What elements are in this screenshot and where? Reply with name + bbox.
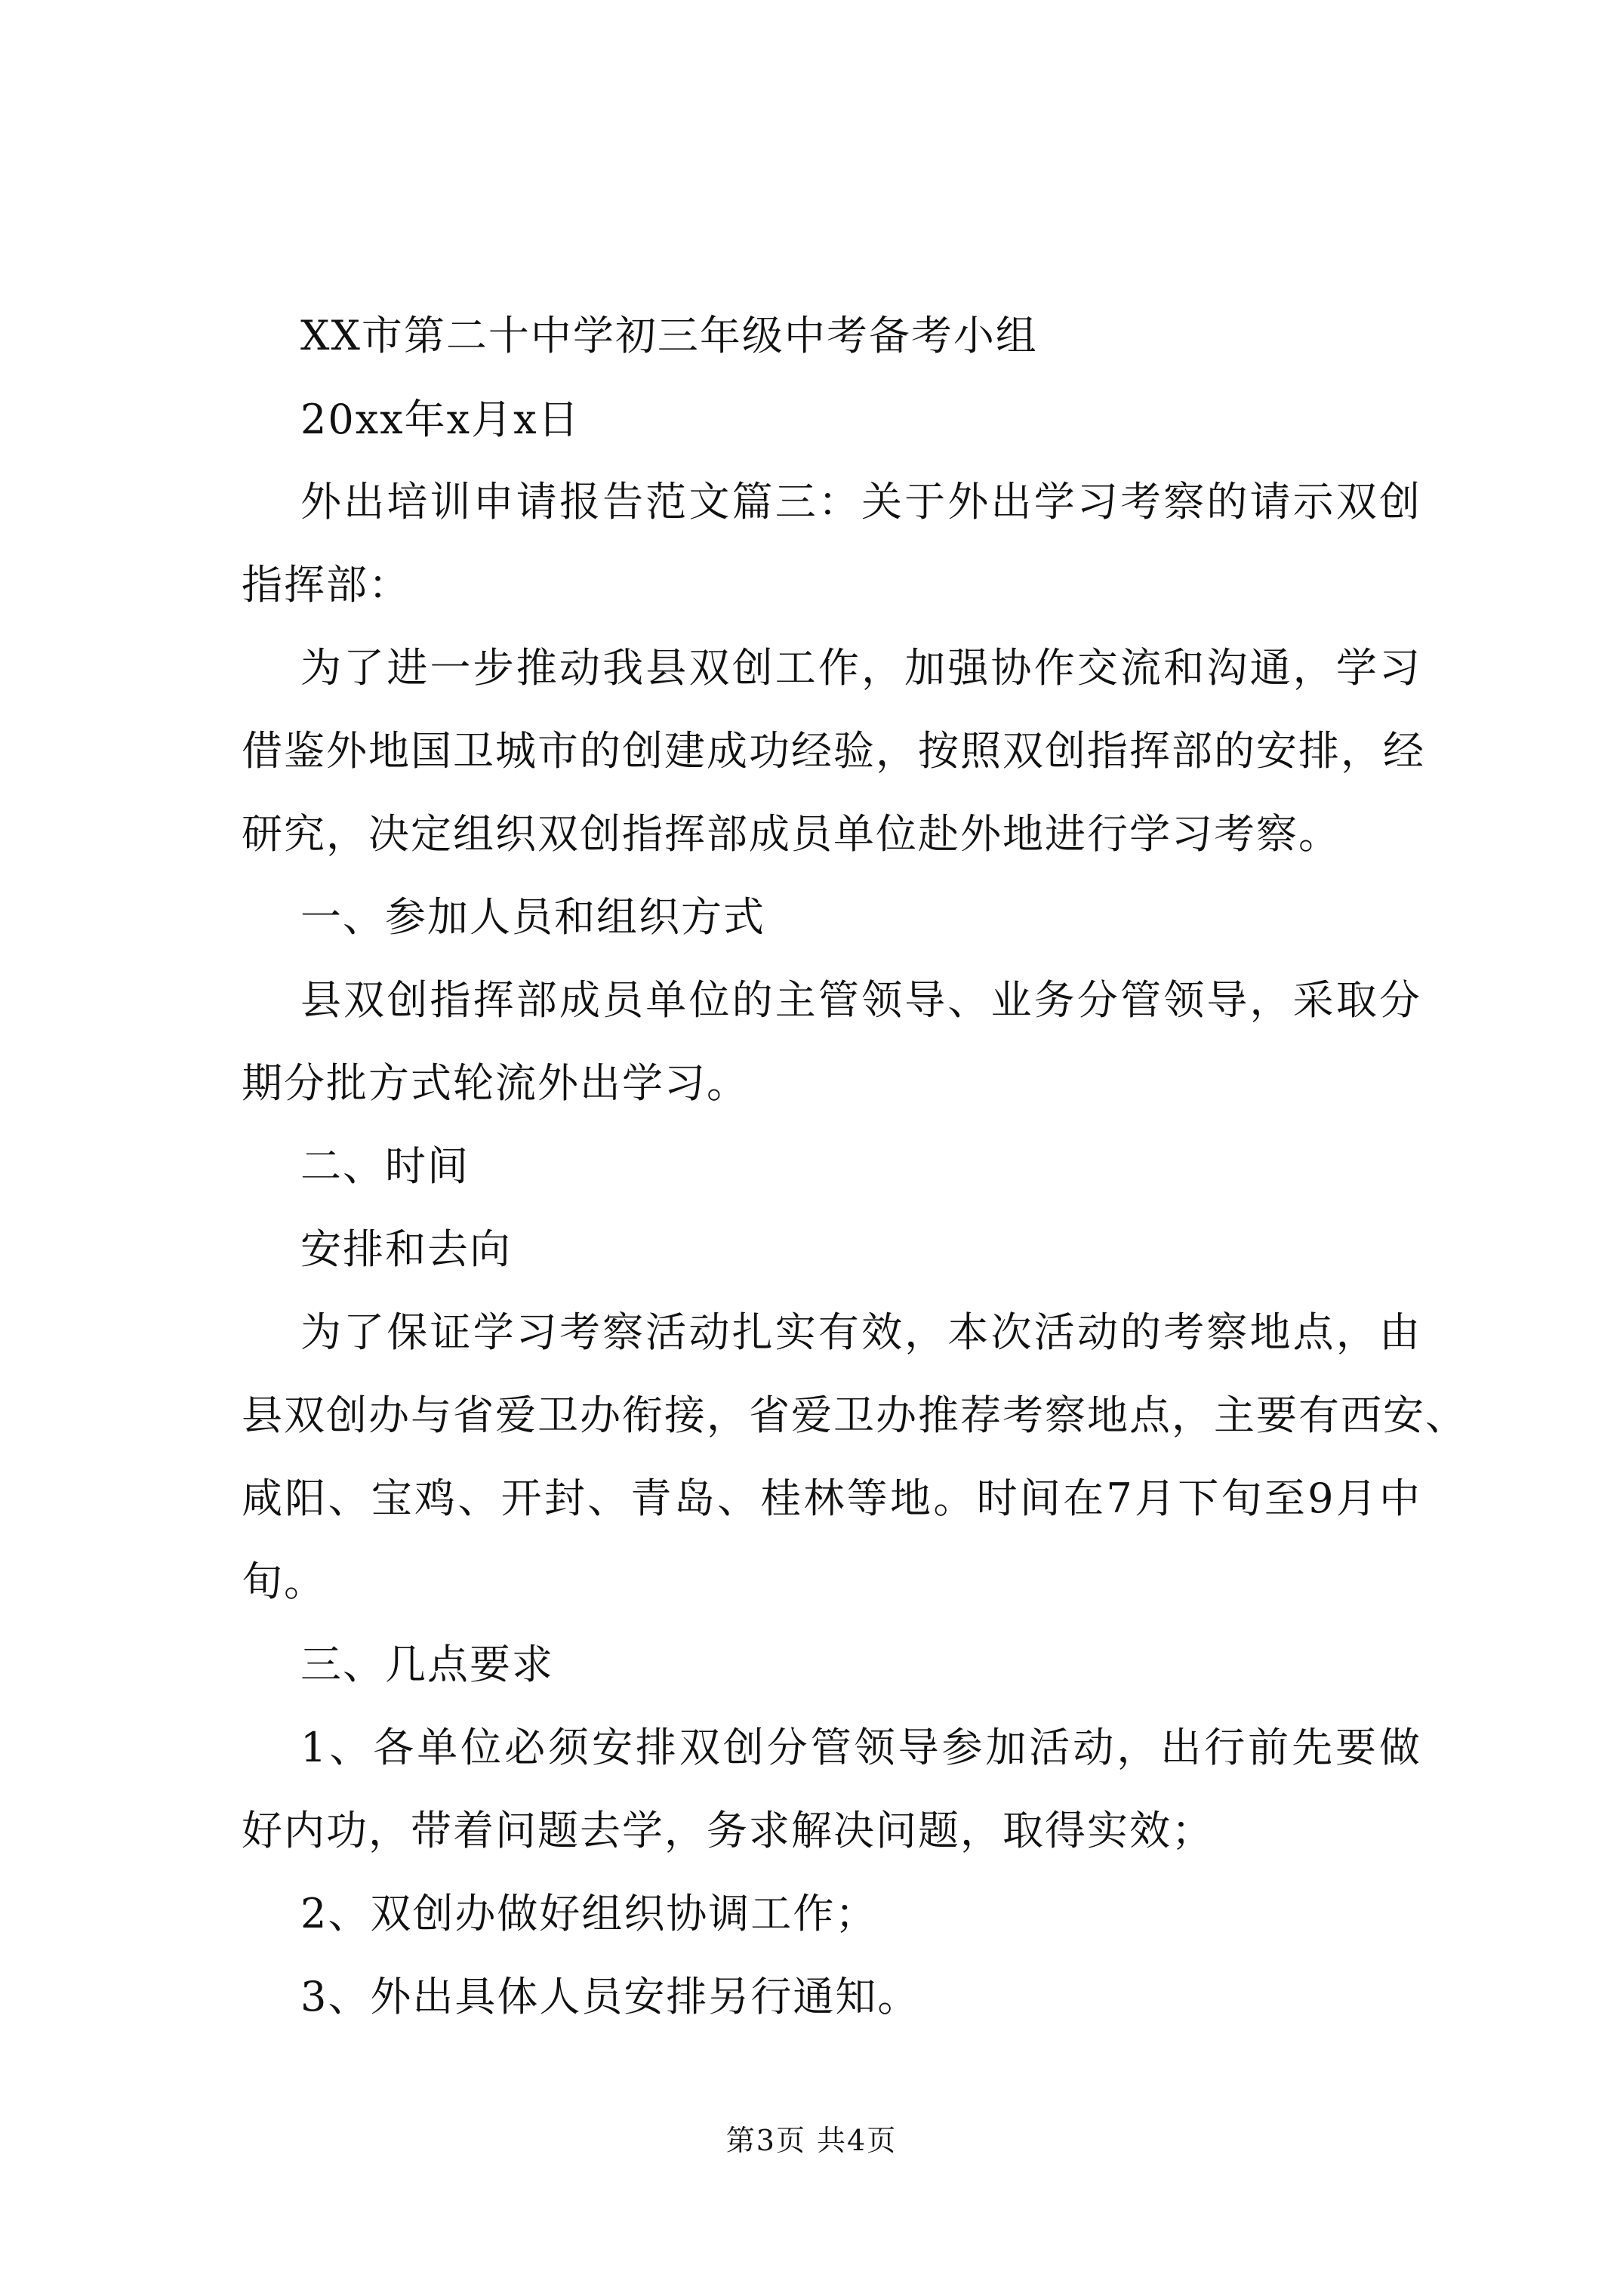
- paragraph-line: 县双创指挥部成员单位的主管领导、业务分管领导，采取分: [300, 976, 1421, 1024]
- paragraph-line: 2、双创办做好组织协调工作；: [300, 1890, 878, 1937]
- paragraph-line: 安排和去向: [300, 1225, 512, 1273]
- paragraph-line: 旬。: [242, 1558, 326, 1605]
- paragraph-line: 研究，决定组织双创指挥部成员单位赴外地进行学习考察。: [242, 810, 1341, 858]
- section-title-line-1: 外出培训申请报告范文篇三：关于外出学习考察的请示双创: [300, 478, 1421, 525]
- paragraph-line: 好内功，带着问题去学，务求解决问题，取得实效；: [242, 1807, 1214, 1854]
- paragraph-line: 为了保证学习考察活动扎实有效，本次活动的考察地点，由: [300, 1308, 1421, 1356]
- paragraph-line: 1、各单位必须安排双创分管领导参加活动，出行前先要做: [300, 1724, 1421, 1771]
- paragraph-line: 借鉴外地国卫城市的创建成功经验，按照双创指挥部的安排，经: [242, 727, 1425, 775]
- paragraph-line: 3、外出具体人员安排另行通知。: [300, 1973, 920, 2020]
- section-title-line-2: 指挥部：: [242, 561, 411, 609]
- signature-date: 20xx年x月x日: [300, 396, 581, 443]
- heading-two: 二、时间: [300, 1142, 470, 1190]
- paragraph-line: 县双创办与省爱卫办衔接，省爱卫办推荐考察地点，主要有西安、: [242, 1391, 1467, 1439]
- paragraph-line: 期分批方式轮流外出学习。: [242, 1059, 749, 1107]
- paragraph-line: 为了进一步推动我县双创工作，加强协作交流和沟通，学习: [300, 644, 1421, 692]
- page-number-footer: 第3页 共4页: [725, 2124, 898, 2157]
- heading-one: 一、参加人员和组织方式: [300, 893, 765, 941]
- paragraph-line: 咸阳、宝鸡、开封、青岛、桂林等地。时间在7月下旬至9月中: [242, 1475, 1421, 1522]
- heading-three: 三、几点要求: [300, 1641, 554, 1688]
- signature-org: XX市第二十中学初三年级中考备考小组: [300, 312, 1038, 359]
